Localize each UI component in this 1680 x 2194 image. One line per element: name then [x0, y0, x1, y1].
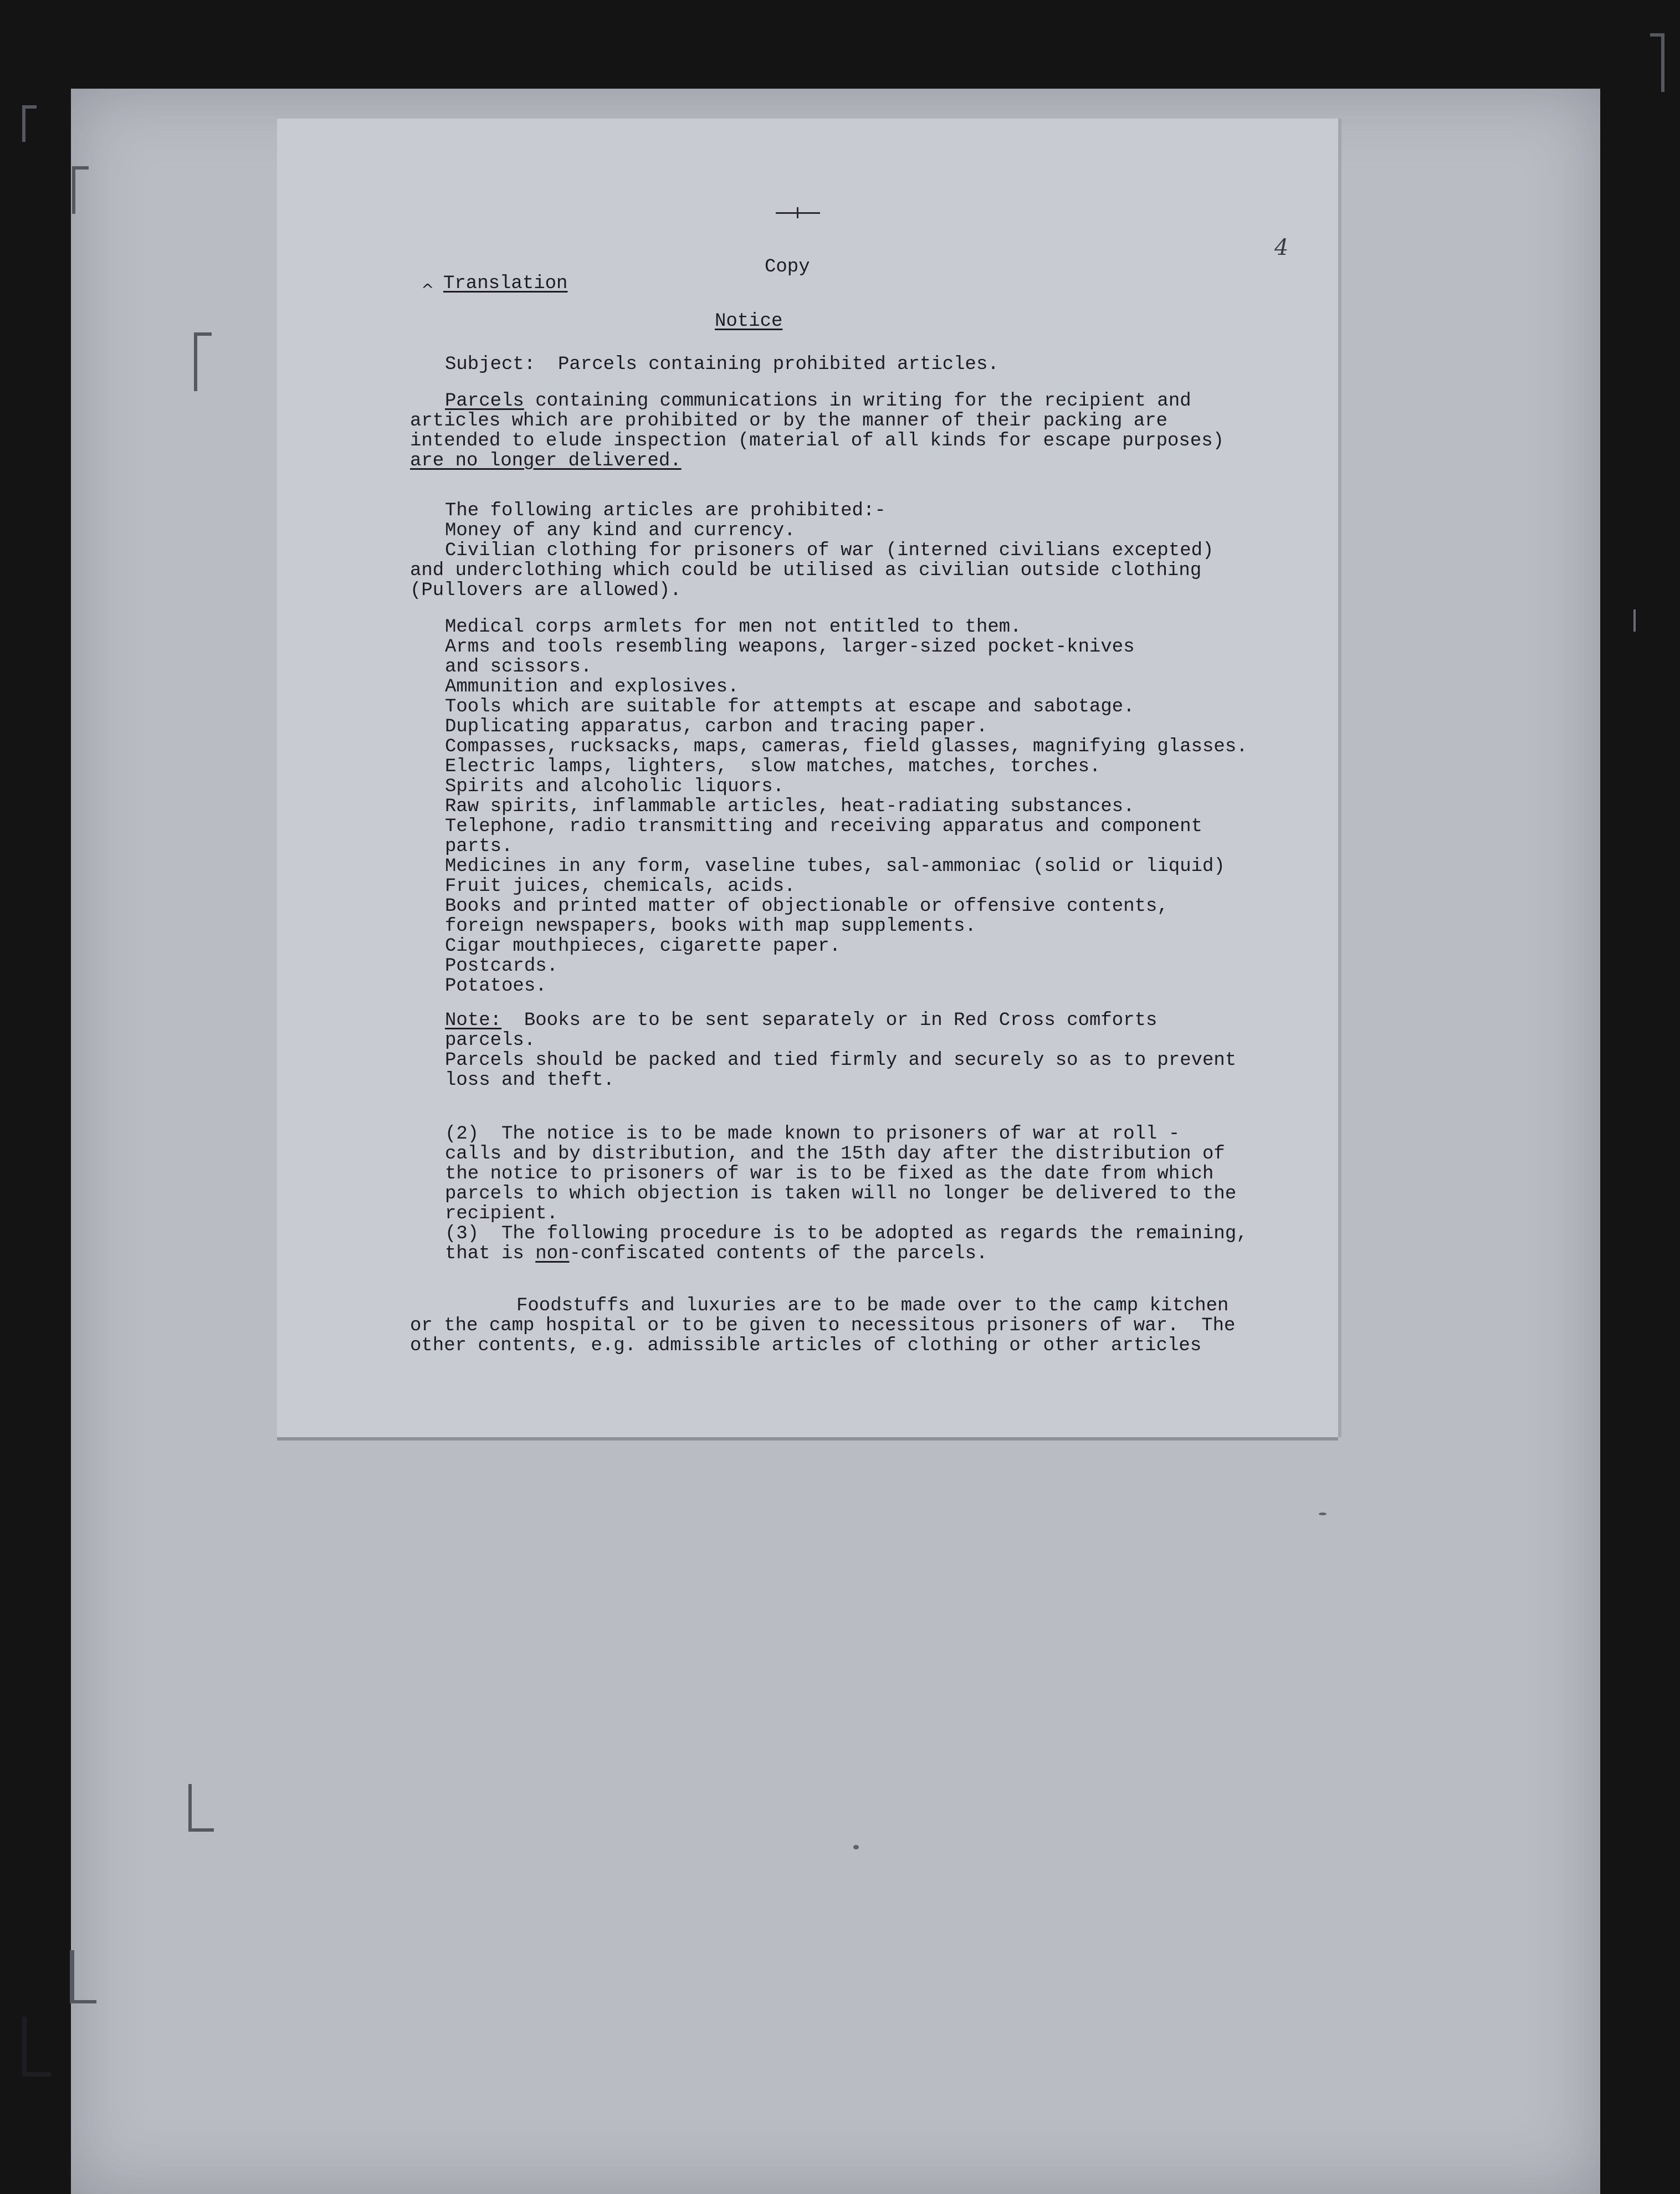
notice-title: Notice [715, 311, 783, 332]
list-item: Books and printed matter of objectionable or offensive contents, [445, 896, 1169, 917]
paragraph-line: recipient. [445, 1203, 559, 1224]
parcels-word: Parcels [445, 391, 524, 412]
paragraph-line: (2) The notice is to be made known to prisoners of war at roll - [445, 1124, 1180, 1145]
translation-label: Translation [443, 273, 568, 294]
prohibited-intro-block [410, 501, 1213, 601]
list-item: Spirits and alcoholic liquors. [445, 776, 785, 797]
note-block [410, 1011, 1236, 1090]
paragraph-line: -confiscated contents of the parcels. [569, 1243, 988, 1264]
paragraph-3 [410, 1224, 1248, 1264]
list-item: Cigar mouthpieces, cigarette paper. [445, 936, 841, 957]
paragraph-line: (3) The following procedure is to be adopted as regards the remaining, [445, 1223, 1248, 1244]
copy-label: Copy [765, 257, 810, 278]
paragraph-line: intended to elude inspection (material of all kinds for escape purposes) [410, 430, 1225, 452]
paragraph-line: or the camp hospital or to be given to necessitous prisoners of war. The [410, 1315, 1236, 1336]
caret-mark-icon: ^ [421, 280, 434, 299]
list-item: Postcards. [445, 956, 559, 977]
film-corner-mark [22, 2017, 51, 2077]
list-item: Tools which are suitable for attempts at escape and sabotage. [445, 696, 1135, 717]
list-item: Fruit juices, chemicals, acids. [445, 876, 796, 897]
paragraph-line: parcels to which objection is taken will no longer be delivered to the [445, 1183, 1237, 1204]
film-edge-mark [1633, 609, 1636, 632]
film-corner-mark [22, 105, 37, 142]
list-item: Potatoes. [445, 976, 547, 997]
note-line: parcels. [445, 1030, 536, 1051]
film-corner-mark [1650, 33, 1664, 92]
list-item: Ammunition and explosives. [445, 676, 739, 698]
list-item-continuation: and underclothing which could be utilised as civilian outside clothing [410, 560, 1202, 581]
film-corner-mark [194, 332, 212, 391]
paragraph-line: calls and by distribution, and the 15th day after the distribution of [445, 1144, 1225, 1165]
typed-document-page [277, 119, 1338, 1437]
film-corner-mark [188, 1784, 214, 1832]
list-item: Civilian clothing for prisoners of war (interned civilians excepted) [445, 540, 1214, 561]
paragraph-line: articles which are prohibited or by the manner of their packing are [410, 411, 1168, 432]
list-item: and scissors. [445, 657, 592, 678]
paragraph-2 [410, 1124, 1236, 1224]
paragraph-line: the notice to prisoners of war is to be fixed as the date from which [445, 1163, 1214, 1185]
film-speck [1319, 1513, 1326, 1515]
list-item-continuation: (Pullovers are allowed). [410, 580, 682, 601]
list-item: foreign newspapers, books with map supplements. [445, 916, 976, 937]
note-line: Books are to be sent separately or in Red Cross comforts [501, 1010, 1157, 1031]
note-label: Note: [445, 1010, 502, 1031]
paragraph-line: Foodstuffs and luxuries are to be made over to the camp kitchen [516, 1295, 1229, 1316]
non-word: non [535, 1243, 570, 1264]
prohibited-intro: The following articles are prohibited:- [445, 500, 886, 521]
list-item: Compasses, rucksacks, maps, cameras, field glasses, magnifying glasses. [445, 736, 1248, 757]
list-item: parts. [445, 836, 513, 857]
note-line: loss and theft. [445, 1070, 615, 1091]
note-line: Parcels should be packed and tied firmly and securely so as to prevent [445, 1050, 1237, 1071]
paragraph-line-underlined: are no longer delivered. [410, 450, 682, 471]
list-item: Electric lamps, lighters, slow matches, matches, torches. [445, 756, 1101, 777]
paragraph-line: containing communications in writing for the recipient and [524, 391, 1191, 412]
paragraph-line: other contents, e.g. admissible articles of clothing or other articles [410, 1335, 1202, 1356]
subject-line: Subject: Parcels containing prohibited articles. [445, 354, 999, 375]
list-item: Telephone, radio transmitting and receiving apparatus and component [445, 816, 1203, 837]
paragraph-line: that is [445, 1243, 536, 1264]
handwritten-page-number: 4 [1274, 235, 1289, 260]
paragraph-parcels [410, 391, 1224, 471]
list-item: Raw spirits, inflammable articles, heat-radiating substances. [445, 796, 1135, 817]
list-item: Medical corps armlets for men not entitled to them. [445, 617, 1022, 638]
film-speck [853, 1845, 859, 1849]
film-corner-mark [70, 1950, 96, 2003]
film-corner-mark [72, 166, 89, 214]
list-item: Money of any kind and currency. [445, 520, 796, 541]
list-item: Medicines in any form, vaseline tubes, sal-ammoniac (solid or liquid) [445, 856, 1225, 877]
registration-crosshair-icon [776, 207, 820, 218]
prohibited-items-list [410, 617, 1248, 996]
paragraph-4 [410, 1296, 1235, 1356]
list-item: Arms and tools resembling weapons, larger-sized pocket-knives [445, 637, 1135, 658]
list-item: Duplicating apparatus, carbon and tracing paper. [445, 716, 988, 737]
